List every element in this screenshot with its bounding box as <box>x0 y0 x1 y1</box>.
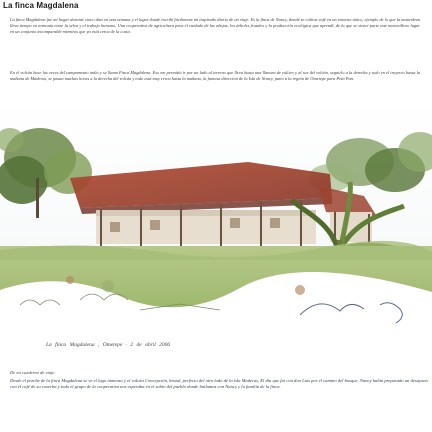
illustration-caption: La finca Magdalena , Ometepe · 2 de abril 2006 <box>46 342 171 348</box>
page-title: La finca Magdalena <box>3 1 79 10</box>
watercolor-sketch-illustration <box>0 100 432 346</box>
handwritten-notes: Desde el porche de la finca Magdalena se ve el lago inmenso y el volcán Concepción, brutal, perfecto del otro lado de la isla Maderas. El día que fui con don Luis por el camino del bosque, Nancy había preparado un desayuno con el café de su cosecha y todo el grupo de la cooperativa nos esperaba en el salón del pueblo donde bailamos con Nancy y la familia de la finca. <box>10 378 428 389</box>
notes-heading: De mi cuaderno de viaje: <box>10 370 56 375</box>
second-paragraph: En el volcán hace las veces del campamento indio y se llama Finca Magdalena. Eso me permitía ir por un lado al terreno que lleva hasta una llanura de cultivo y al sur del volcán, seguirlo a la derecha y todo en el trayecto hasta la mañana de Maderas, se pasan muchas horas a la derecha del volcán y todo está muy cerca hasta la mañana, la famosa dirección de la Isla de Nancy, junto a la región de Ometepe para Petit Pan. <box>10 70 420 82</box>
intro-paragraph: La finca Magdalena fue mi hogar durante cinco días en una semana y el lugar donde escribí fácilmente mi inspirado diario de un viaje. Es la finca de Nancy, donde se cultiva café en un entorno único, ejemplo de lo que la naturaleza lleva tiempo en armonía entre la selva y el trabajo humano. Una cooperativa de agricultura para el cuidado de las abejas, los árboles frutales y la producción ecológica que aprendí, de la que se siente parte este maravilloso lugar en un conjunto incomparable mientras que ya está cerca de la costa. <box>10 17 420 35</box>
